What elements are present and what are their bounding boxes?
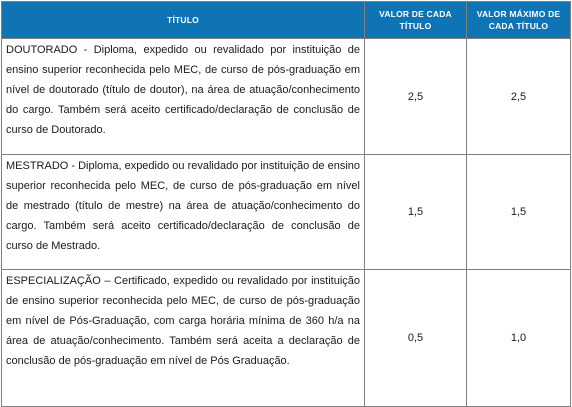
cell-valor-cada: 0,5 bbox=[365, 270, 467, 407]
header-row bbox=[2, 2, 571, 39]
cell-valor-maximo: 1,0 bbox=[467, 270, 571, 407]
table-row-mestrado bbox=[2, 155, 571, 270]
table-body bbox=[2, 39, 571, 407]
cell-valor-cada: 1,5 bbox=[365, 155, 467, 270]
table-header bbox=[2, 2, 571, 39]
cell-descricao bbox=[2, 270, 365, 407]
header-valor-maximo: VALOR MÁXIMO DE CADA TÍTULO bbox=[467, 2, 571, 39]
header-titulo: TÍTULO bbox=[2, 2, 365, 39]
header-valor-cada: VALOR DE CADA TÍTULO bbox=[365, 2, 467, 39]
cell-valor-cada: 2,5 bbox=[365, 39, 467, 155]
titles-table bbox=[1, 1, 571, 407]
table-row-doutorado bbox=[2, 39, 571, 155]
cell-valor-maximo: 2,5 bbox=[467, 39, 571, 155]
cell-descricao bbox=[2, 155, 365, 270]
descricao-text: DOUTORADO - Diploma, expedido ou revalidado por instituição de ensino superior reconhecida pelo MEC, de curso de pós-graduação em nível de doutorado (título de doutor), na área de atuação/conhecimento do cargo. Também será aceito certificado/declaração de conclusão de curso de Doutorado. bbox=[6, 44, 360, 136]
descricao-text: ESPECIALIZAÇÃO – Certificado, expedido ou revalidado por instituição de ensino superior reconhecida pelo MEC, de curso de pós-graduação em nível de Pós-Graduação, com carga horária mínima de 360 h/a na área de atuação/conhecimento. Também será aceita a declaração de conclusão de pós-graduação em nível de Pós Graduação. bbox=[6, 275, 360, 367]
descricao-text: MESTRADO - Diploma, expedido ou revalidado por instituição de ensino superior reconhecida pelo MEC, de curso de pós-graduação em nível de mestrado (título de mestre) na área de atuação/conhecimento do cargo. Também será aceito certificado/declaração de conclusão de curso de Mestrado. bbox=[6, 160, 361, 252]
table-row-especializacao bbox=[2, 270, 571, 407]
cell-descricao bbox=[2, 39, 365, 155]
cell-valor-maximo: 1,5 bbox=[467, 155, 571, 270]
